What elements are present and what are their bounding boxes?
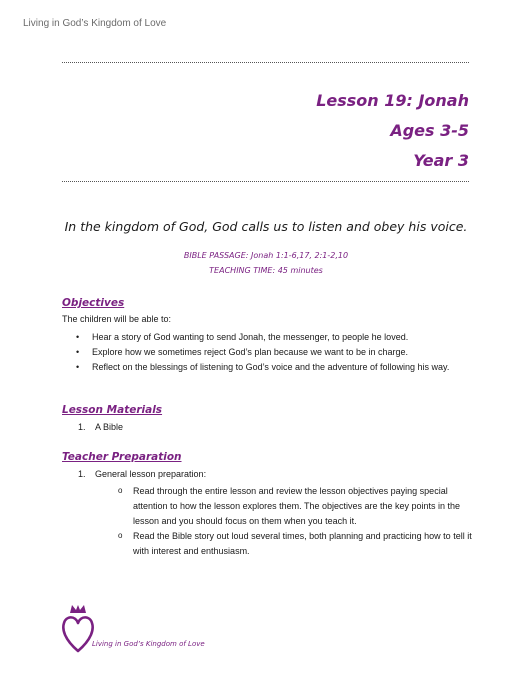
list-item: A Bible: [95, 422, 124, 432]
objectives-intro: The children will be able to:: [62, 314, 172, 324]
list-number: 1.: [78, 422, 86, 432]
list-item: General lesson preparation:: [95, 469, 207, 479]
list-number: 1.: [78, 469, 86, 479]
list-item: • Explore how we sometimes reject God’s plan because we want to be in charge.: [62, 345, 472, 360]
list-item: • Reflect on the blessings of listening to God’s voice and the adventure of following his way.: [62, 360, 472, 375]
preparation-heading: Teacher Preparation: [62, 451, 182, 463]
lesson-ages: Ages 3-5: [390, 121, 469, 140]
materials-heading: Lesson Materials: [62, 404, 163, 416]
crown-heart-icon: [60, 605, 96, 658]
divider-bottom: [62, 181, 469, 182]
lesson-title: Lesson 19: Jonah: [316, 91, 469, 110]
divider-top: [62, 62, 469, 63]
running-header: Living in God’s Kingdom of Love: [23, 18, 167, 29]
list-item: • Hear a story of God wanting to send Jonah, the messenger, to people he loved.: [62, 330, 472, 345]
sublist-item: o Read the Bible story out loud several times, both planning and practicing how to tell it with interest and enthusiasm.: [62, 529, 472, 559]
objectives-list: [62, 330, 472, 375]
bible-passage: BIBLE PASSAGE: Jonah 1:1-6,17, 2:1-2,10: [183, 251, 349, 260]
sublist-item: o Read through the entire lesson and review the lesson objectives paying special attention to how the lesson explores them. The objectives are the key points in the lesson and you should focus on them when you teach it.: [62, 484, 472, 529]
teaching-time: TEACHING TIME: 45 minutes: [209, 266, 323, 275]
footer-text: Living in God’s Kingdom of Love: [92, 640, 205, 648]
lesson-year: Year 3: [413, 151, 469, 170]
theme-statement: In the kingdom of God, God calls us to listen and obey his voice.: [64, 219, 468, 234]
preparation-sublist: [62, 484, 472, 559]
objectives-heading: Objectives: [62, 297, 125, 309]
